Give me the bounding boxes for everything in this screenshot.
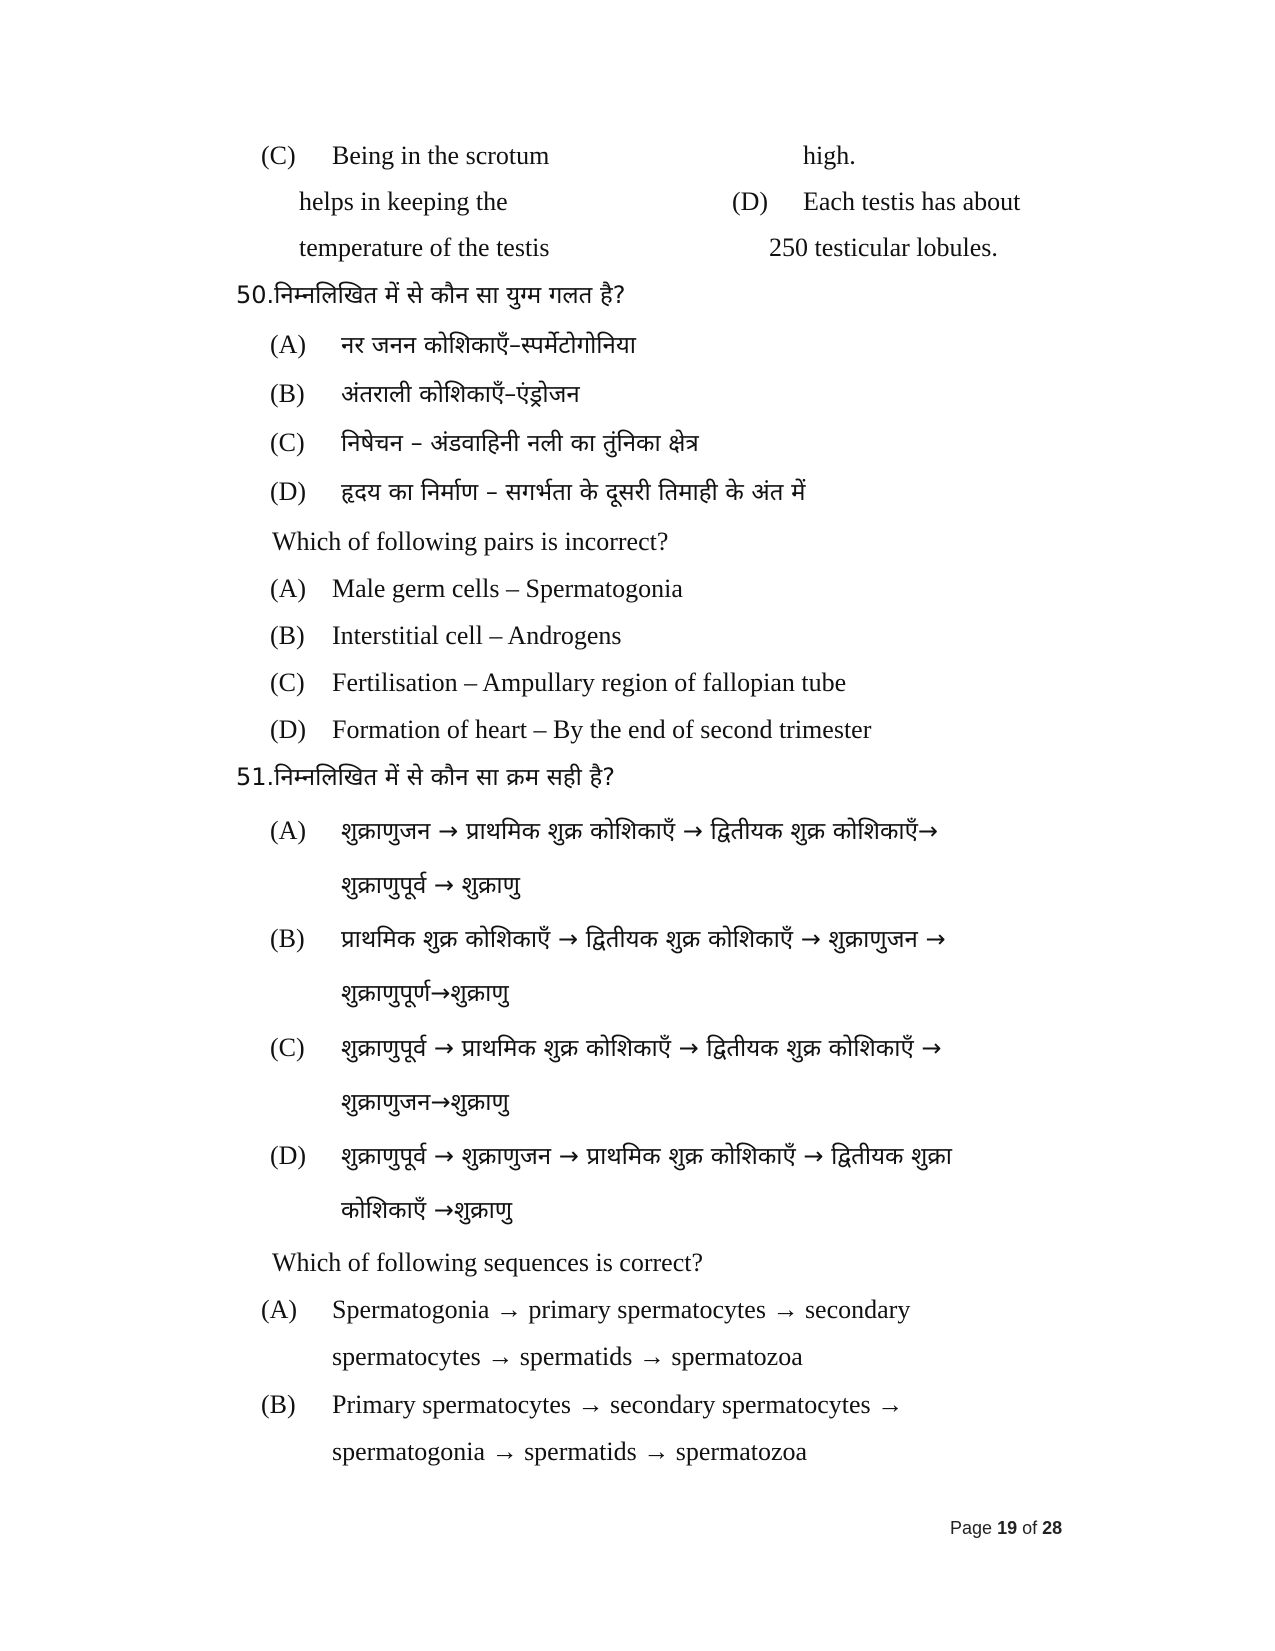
question-51-hindi: 51.निम्नलिखित में से कौन सा क्रम सही है? xyxy=(236,763,615,791)
page-word: Page xyxy=(950,1518,993,1538)
option-label: (B) xyxy=(270,379,305,408)
question-51-english: Which of following sequences is correct? xyxy=(272,1248,704,1277)
option-label: (D) xyxy=(270,715,307,744)
option-text: हृदय का निर्माण – सगर्भता के दूसरी तिमाही के अंत में xyxy=(341,478,806,506)
option-label: (B) xyxy=(270,621,305,650)
option-label: (C) xyxy=(270,428,305,457)
option-text: Being in the scrotum xyxy=(332,141,550,170)
page-number: 19 xyxy=(997,1518,1018,1538)
option-label: (C) xyxy=(270,668,305,697)
question-50-hindi: 50.निम्नलिखित में से कौन सा युग्म गलत है? xyxy=(236,281,626,309)
option-text: नर जनन कोशिकाएँ–स्पर्मेटोगोनिया xyxy=(341,331,636,359)
option-text: शुक्राणुपूर्ण→शुक्राणु xyxy=(341,979,509,1007)
option-text: प्राथमिक शुक्र कोशिकाएँ → द्वितीयक शुक्र कोशिकाएँ → शुक्राणुजन → xyxy=(341,925,946,953)
option-text: शुक्राणुपूर्व → शुक्राणु xyxy=(341,871,520,899)
option-text: अंतराली कोशिकाएँ–एंड्रोजन xyxy=(341,380,580,408)
option-label: (B) xyxy=(270,924,305,953)
option-text: Formation of heart – By the end of second trimester xyxy=(332,715,872,744)
option-label: (D) xyxy=(270,477,307,506)
option-text: helps in keeping the xyxy=(299,187,508,216)
option-text: 250 testicular lobules. xyxy=(769,233,998,262)
option-text: शुक्राणुपूर्व → शुक्राणुजन → प्राथमिक शुक्र कोशिकाएँ → द्वितीयक शुक्रा xyxy=(341,1142,953,1170)
option-label: (D) xyxy=(732,187,769,216)
option-text: शुक्राणुपूर्व → प्राथमिक शुक्र कोशिकाएँ → द्वितीयक शुक्र कोशिकाएँ → xyxy=(341,1034,942,1062)
option-text: शुक्राणुजन → प्राथमिक शुक्र कोशिकाएँ → द्वितीयक शुक्र कोशिकाएँ→ xyxy=(341,817,938,845)
option-label: (A) xyxy=(261,1295,298,1324)
option-label: (A) xyxy=(270,330,307,359)
of-word: of xyxy=(1022,1518,1038,1538)
option-label: (A) xyxy=(270,816,307,845)
option-text: spermatocytes → spermatids → spermatozoa xyxy=(332,1342,803,1371)
option-label: (A) xyxy=(270,574,307,603)
option-label: (C) xyxy=(270,1033,305,1062)
option-label: (D) xyxy=(270,1141,307,1170)
option-label: (C) xyxy=(261,141,296,170)
page-total: 28 xyxy=(1042,1518,1063,1538)
option-text: Fertilisation – Ampullary region of fallopian tube xyxy=(332,668,847,697)
option-text: high. xyxy=(803,141,856,170)
option-text: कोशिकाएँ →शुक्राणु xyxy=(341,1196,513,1224)
option-label: (B) xyxy=(261,1390,296,1419)
option-text: temperature of the testis xyxy=(299,233,550,262)
question-50-english: Which of following pairs is incorrect? xyxy=(272,527,669,556)
option-text: शुक्राणुजन→शुक्राणु xyxy=(341,1088,509,1116)
page-footer xyxy=(950,1518,1062,1539)
option-text: Interstitial cell – Androgens xyxy=(332,621,622,650)
option-text: निषेचन – अंडवाहिनी नली का तुंनिका क्षेत्र xyxy=(341,429,699,457)
option-text: Primary spermatocytes → secondary spermatocytes → xyxy=(332,1390,904,1419)
option-text: Each testis has about xyxy=(803,187,1021,216)
option-text: Spermatogonia → primary spermatocytes → secondary xyxy=(332,1295,911,1324)
option-text: spermatogonia → spermatids → spermatozoa xyxy=(332,1437,808,1466)
option-text: Male germ cells – Spermatogonia xyxy=(332,574,683,603)
